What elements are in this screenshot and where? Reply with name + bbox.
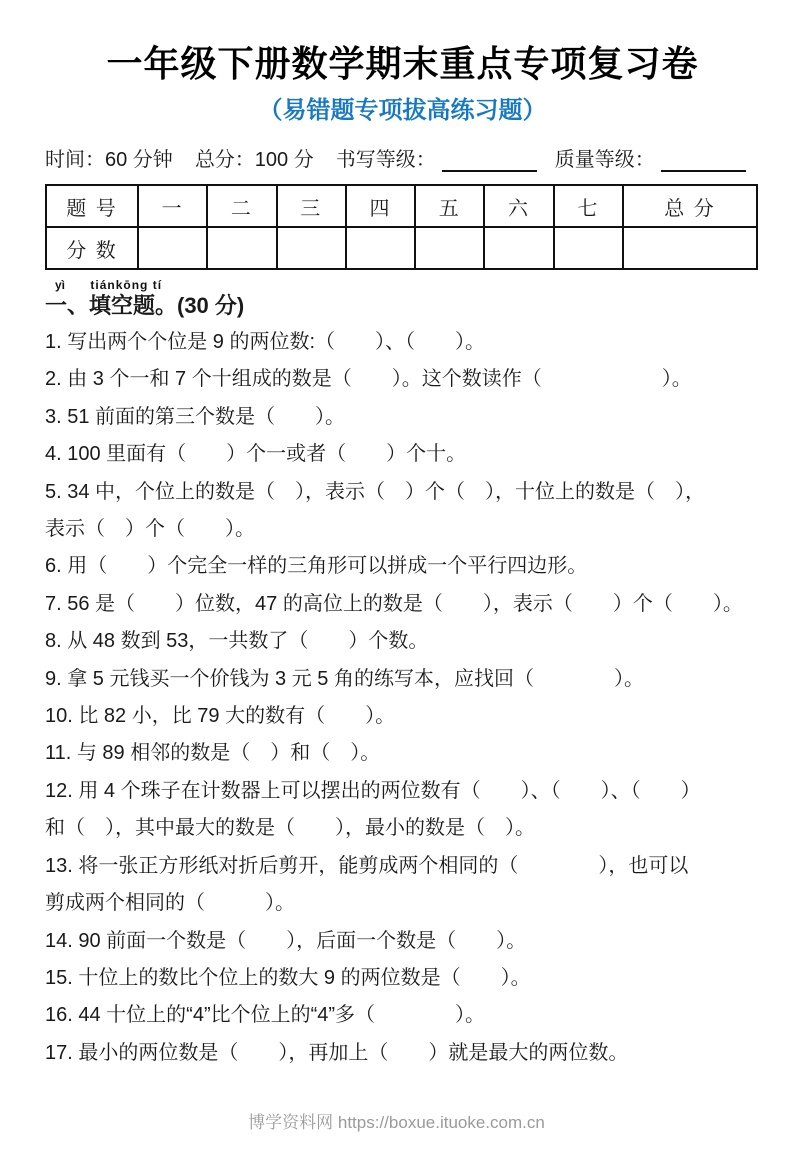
score-table-score-row — [46, 227, 757, 269]
question-line: 10. 比 82 小，比 79 大的数有（ ）。 — [45, 705, 396, 728]
question-line: 2. 由 3 个一和 7 个十组成的数是（ ）。这个数读作（ ）。 — [45, 368, 692, 391]
time-label: 时间：60 分钟 — [45, 149, 173, 171]
score-table-empty-cell — [484, 227, 553, 269]
score-table-header-cell: 一 — [138, 185, 207, 227]
score-table-label-cell: 分 数 — [46, 227, 138, 269]
score-table-header-cell: 七 — [554, 185, 623, 227]
page-subtitle: （易错题专项拔高练习题） — [258, 97, 547, 124]
question-line: 14. 90 前面一个数是（ ），后面一个数是（ ）。 — [45, 929, 527, 952]
question-line: 11. 与 89 相邻的数是（ ）和（ ）。 — [45, 742, 381, 765]
question-line: 17. 最小的两位数是（ ），再加上（ ）就是最大的两位数。 — [45, 1041, 629, 1064]
question-line: 8. 从 48 数到 53，一共数了（ ）个数。 — [45, 630, 429, 653]
score-table-header-cell: 四 — [346, 185, 415, 227]
total-score-label: 总分：100 分 — [194, 149, 314, 171]
score-table — [45, 184, 758, 270]
score-table-label-cell: 题 号 — [46, 185, 138, 227]
score-table-header-row — [46, 185, 757, 227]
score-table-header-cell: 三 — [277, 185, 346, 227]
question-line: 15. 十位上的数比个位上的数大 9 的两位数是（ ）。 — [45, 966, 531, 989]
question-line: 12. 用 4 个珠子在计数器上可以摆出的两位数有（ ）、（ ）、（ ） — [45, 779, 701, 802]
score-table-header-cell: 六 — [484, 185, 553, 227]
score-table-empty-cell — [623, 227, 757, 269]
page-title: 一年级下册数学期末重点专项复习卷 — [106, 43, 699, 84]
question-line: 3. 51 前面的第三个数是（ ）。 — [45, 405, 346, 428]
pinyin-tiankongti: tiánkōng tí — [90, 278, 163, 292]
question-line: 4. 100 里面有（ ）个一或者（ ）个十。 — [45, 443, 467, 466]
question-line: 7. 56 是（ ）位数，47 的高位上的数是（ ），表示（ ）个（ ）。 — [45, 592, 743, 615]
section-heading: 一、填空题。(30 分) — [45, 293, 245, 318]
quality-grade-blank — [661, 150, 746, 172]
question-line: 6. 用（ ）个完全一样的三角形可以拼成一个平行四边形。 — [45, 555, 588, 578]
exam-info-line — [45, 148, 760, 172]
score-table-empty-cell — [415, 227, 484, 269]
pinyin-yi: yì — [55, 278, 66, 292]
score-table-empty-cell — [277, 227, 346, 269]
worksheet-page — [0, 42, 793, 1132]
question-line: 13. 将一张正方形纸对折后剪开，能剪成两个相同的（ ），也可以 — [45, 854, 689, 877]
writing-grade-blank — [442, 150, 537, 172]
score-table-header-cell: 五 — [415, 185, 484, 227]
writing-grade-label: 书写等级： — [335, 149, 436, 171]
score-table-empty-cell — [554, 227, 623, 269]
question-line: 1. 写出两个个位是 9 的两位数:（ ）、（ ）。 — [45, 331, 486, 353]
score-table-empty-cell — [207, 227, 276, 269]
question-line: 9. 拿 5 元钱买一个价钱为 3 元 5 角的练写本，应找回（ ）。 — [45, 667, 644, 690]
question-line: 5. 34 中，个位上的数是（ ），表示（ ）个（ ），十位上的数是（ ）， — [45, 480, 706, 503]
score-table-empty-cell — [346, 227, 415, 269]
questions-list — [45, 324, 760, 1072]
question-line: 和（ ），其中最大的数是（ ），最小的数是（ ）。 — [45, 817, 535, 840]
footer-watermark: 博学资料网 https://boxue.ituoke.com.cn — [248, 1113, 545, 1132]
score-table-header-cell: 二 — [207, 185, 276, 227]
question-line: 表示（ ）个（ ）。 — [45, 518, 255, 541]
question-line: 16. 44 十位上的“4”比个位上的“4”多（ ）。 — [45, 1004, 486, 1027]
section-pinyin — [45, 279, 760, 292]
score-table-empty-cell — [138, 227, 207, 269]
question-line: 剪成两个相同的（ ）。 — [45, 892, 295, 915]
quality-grade-label: 质量等级： — [554, 149, 655, 171]
score-table-header-cell: 总 分 — [623, 185, 757, 227]
